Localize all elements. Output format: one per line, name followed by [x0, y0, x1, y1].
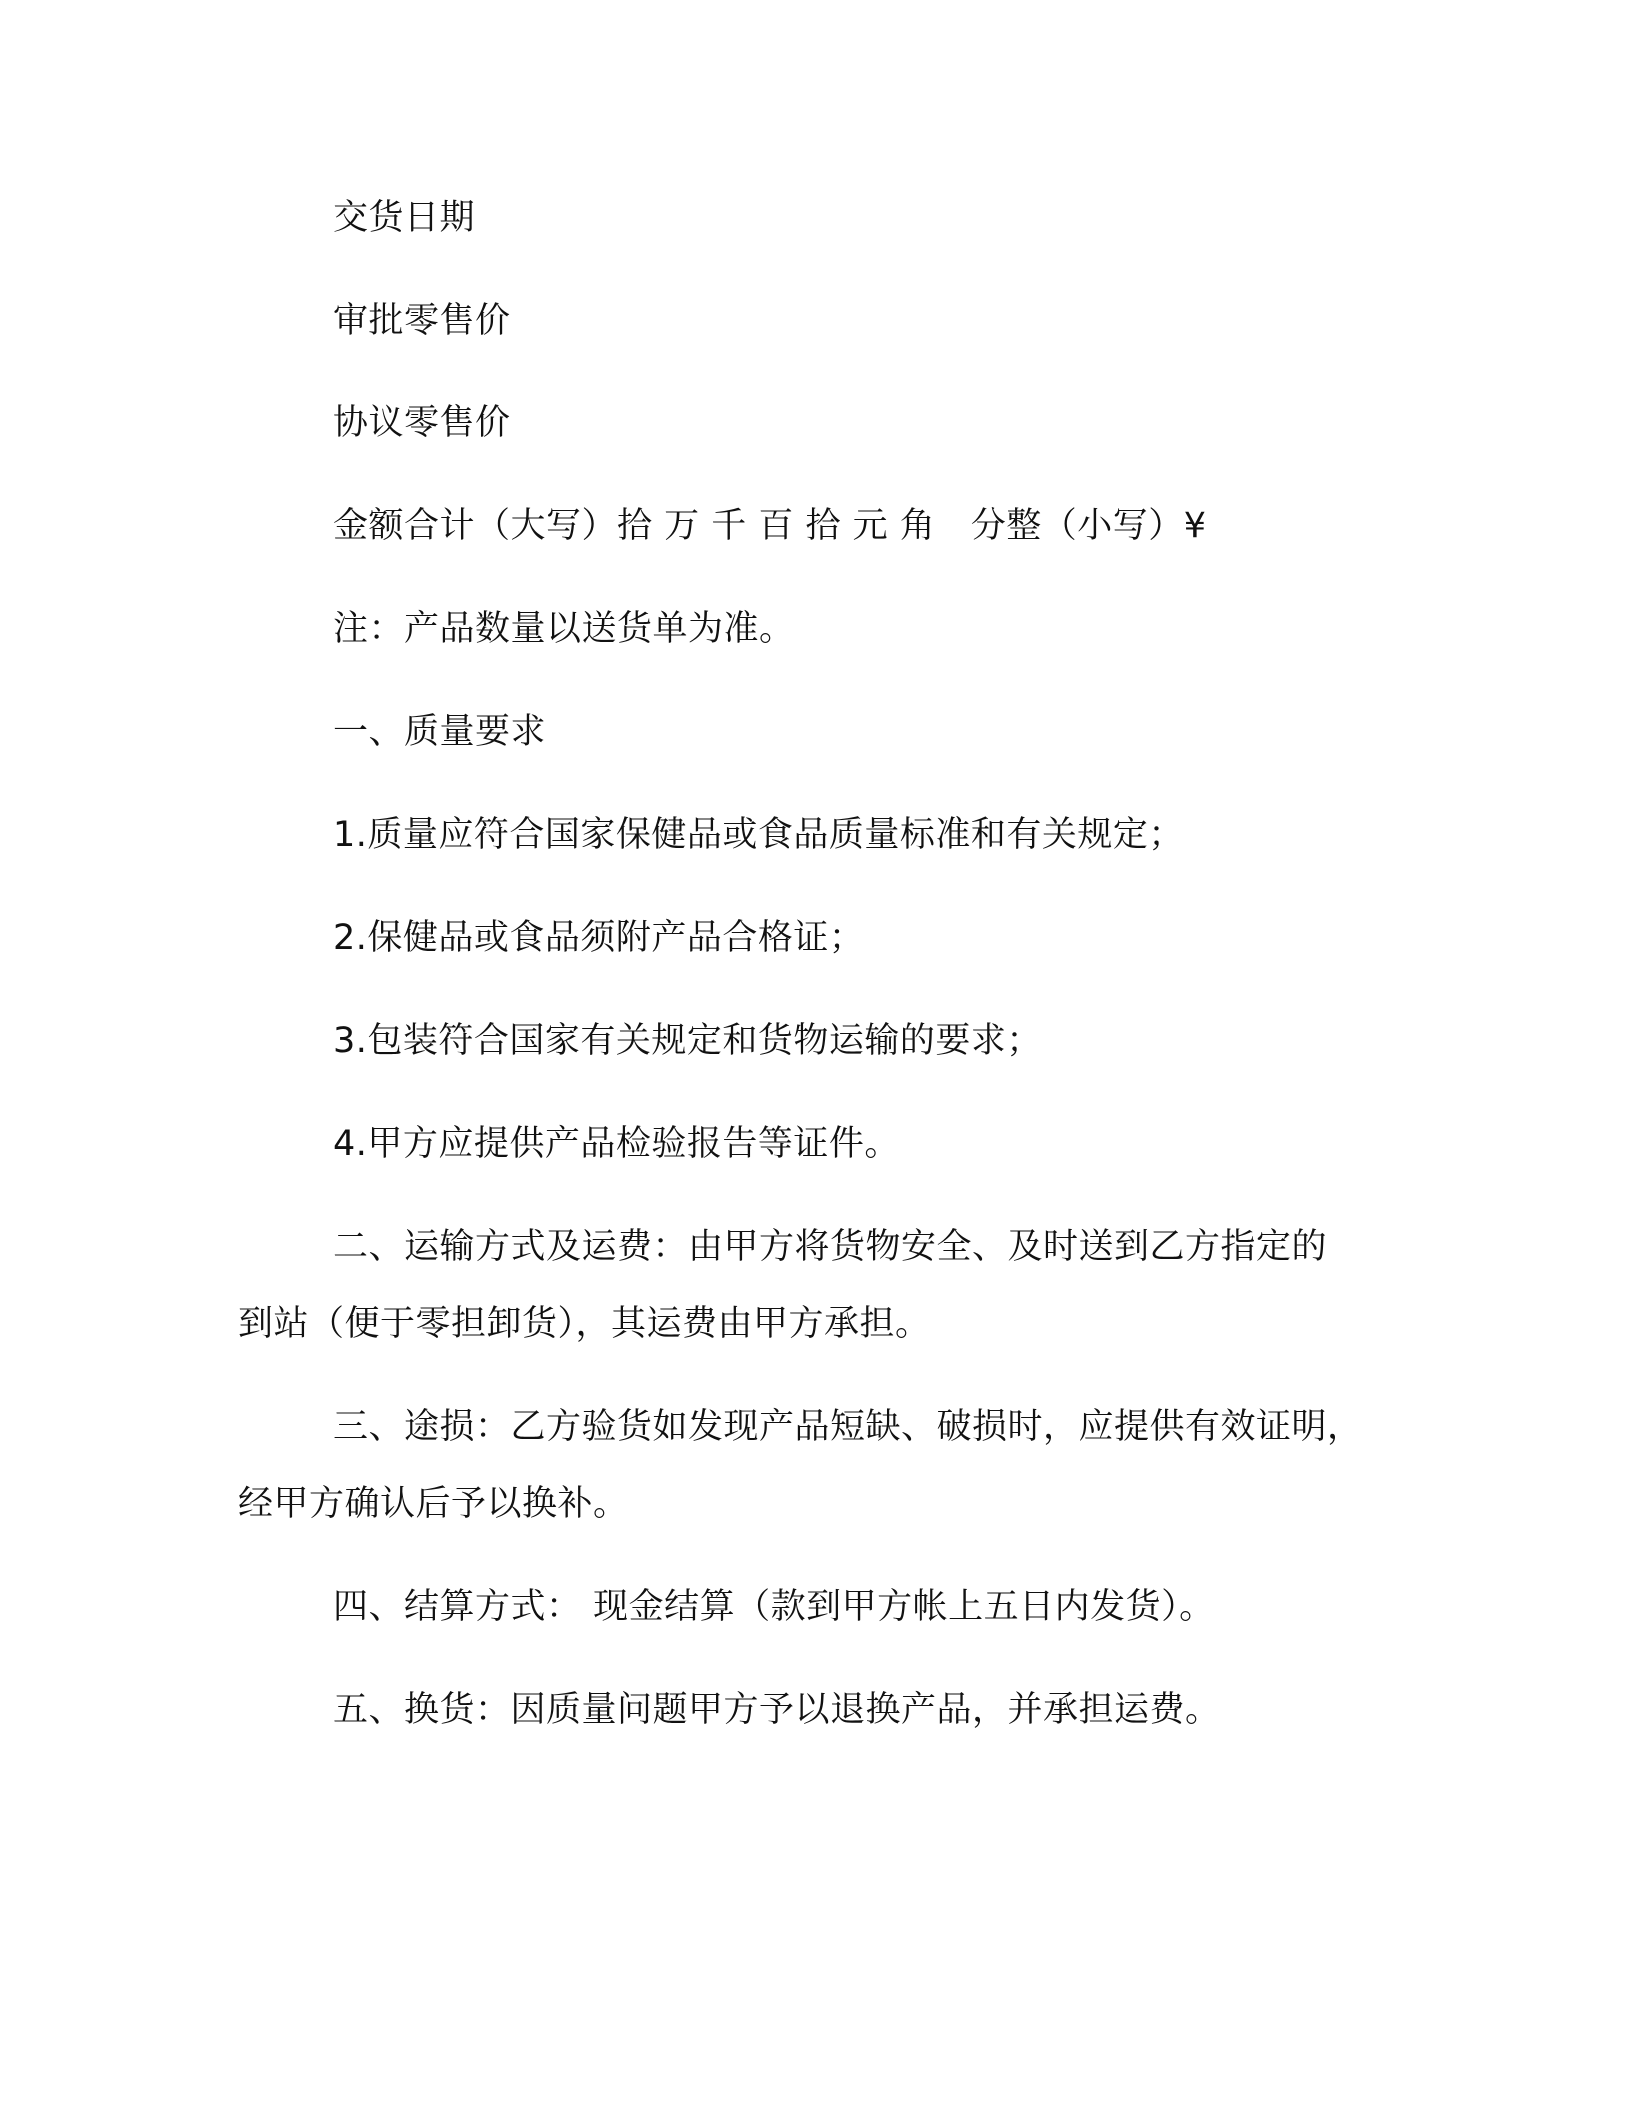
quality-item-3: 3.包装符合国家有关规定和货物运输的要求；: [333, 1021, 1042, 1061]
section-loss-line-1: 三、途损：乙方验货如发现产品短缺、破损时，应提供有效证明，: [333, 1407, 1363, 1447]
quality-item-1: 1.质量应符合国家保健品或食品质量标准和有关规定；: [333, 815, 1184, 855]
quality-item-4: 4.甲方应提供产品检验报告等证件。: [333, 1124, 900, 1164]
section-settlement-line: 四、结算方式： 现金结算（款到甲方帐上五日内发货）。: [333, 1587, 1215, 1627]
total-amount-line: 金额合计（大写）拾 万 千 百 拾 元 角 分整（小写）¥: [333, 506, 1207, 546]
section-loss-line-2: 经甲方确认后予以换补。: [238, 1484, 629, 1524]
agreed-retail-price-line: 协议零售价: [333, 403, 511, 443]
delivery-date-line: 交货日期: [333, 198, 476, 238]
section-transport-line-2: 到站（便于零担卸货），其运费由甲方承担。: [238, 1304, 931, 1344]
approved-retail-price-line: 审批零售价: [333, 301, 511, 341]
note-line: 注：产品数量以送货单为准。: [333, 609, 795, 649]
section-exchange-line: 五、换货：因质量问题甲方予以退换产品，并承担运费。: [333, 1690, 1221, 1730]
section-quality-heading: 一、质量要求: [333, 712, 547, 752]
quality-item-2: 2.保健品或食品须附产品合格证；: [333, 918, 865, 958]
section-transport-line-1: 二、运输方式及运费：由甲方将货物安全、及时送到乙方指定的: [333, 1227, 1328, 1267]
